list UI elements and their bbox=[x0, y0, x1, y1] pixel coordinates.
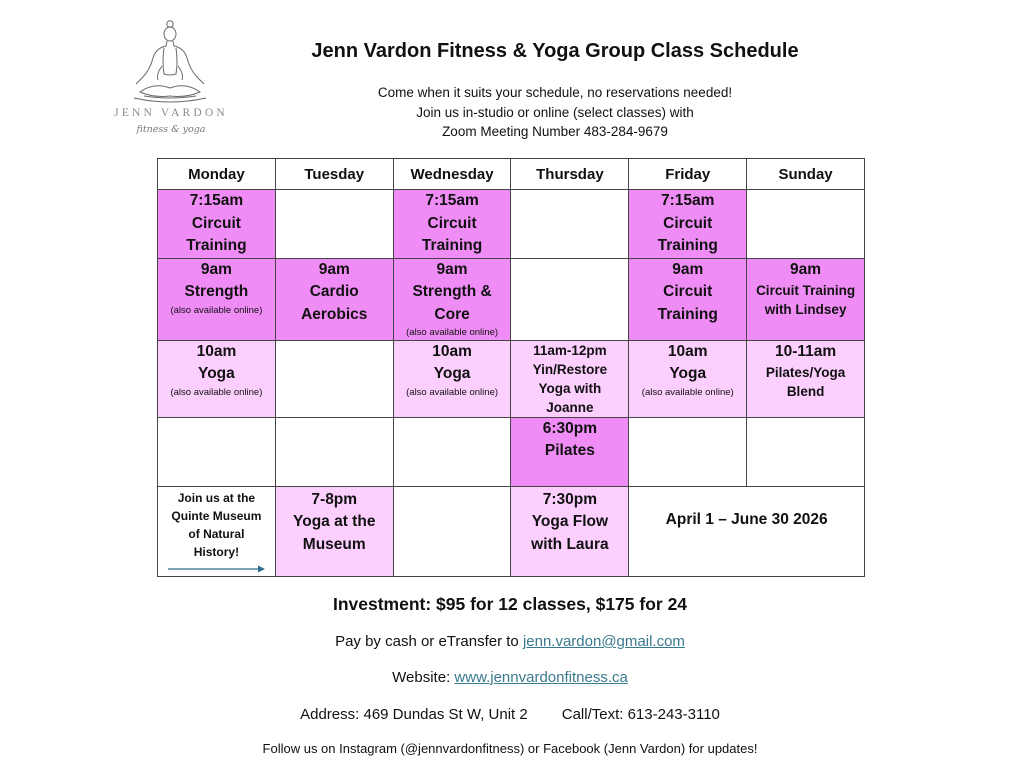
class-schedule-table bbox=[157, 158, 865, 577]
table-row bbox=[158, 486, 865, 576]
intro-line-2: Join us in-studio or online (select classes) with bbox=[416, 105, 694, 120]
empty-cell bbox=[747, 190, 865, 259]
class-cell-wed-9: 9am Strength & Core (also available online) bbox=[393, 258, 511, 340]
social-text: Follow us on Instagram (@jennvardonfitness) or Facebook (Jenn Vardon) for updates! bbox=[262, 741, 758, 756]
empty-cell bbox=[511, 258, 629, 340]
arrow-right-icon bbox=[166, 565, 266, 573]
schedule-date-range: April 1 – June 30 2026 bbox=[629, 486, 865, 576]
day-header-monday: Monday bbox=[158, 159, 276, 190]
empty-cell bbox=[275, 190, 393, 259]
class-cell-thu-730: 7:30pm Yoga Flow with Laura bbox=[511, 486, 629, 576]
museum-promo-cell: Join us at the Quinte Museum of Natural History! bbox=[158, 486, 276, 576]
empty-cell bbox=[158, 417, 276, 486]
class-cell-fri-9: 9am Circuit Training bbox=[629, 258, 747, 340]
empty-cell bbox=[393, 486, 511, 576]
brand-logo bbox=[98, 18, 244, 146]
table-row bbox=[158, 190, 865, 259]
class-cell-tue-7pm: 7-8pm Yoga at the Museum bbox=[275, 486, 393, 576]
table-row bbox=[158, 417, 865, 486]
table-row bbox=[158, 258, 865, 340]
class-cell-fri-10: 10am Yoga (also available online) bbox=[629, 340, 747, 417]
day-header-tuesday: Tuesday bbox=[275, 159, 393, 190]
class-cell-mon-9: 9am Strength (also available online) bbox=[158, 258, 276, 340]
payment-line bbox=[160, 633, 860, 650]
class-cell-tue-9: 9am Cardio Aerobics bbox=[275, 258, 393, 340]
website-label: Website: bbox=[392, 669, 455, 686]
intro-line-1: Come when it suits your schedule, no reservations needed! bbox=[377, 85, 733, 100]
intro-line-3: Zoom Meeting Number 483-284-9679 bbox=[442, 124, 668, 139]
address-text: Address: 469 Dundas St W, Unit 2 bbox=[300, 706, 528, 723]
phone-text: Call/Text: 613-243-3110 bbox=[561, 706, 720, 723]
website-link[interactable]: www.jennvardonfitness.ca bbox=[454, 669, 628, 686]
table-header-row bbox=[158, 159, 865, 190]
class-cell-mon-10: 10am Yoga (also available online) bbox=[158, 340, 276, 417]
page-title: Jenn Vardon Fitness & Yoga Group Class Schedule bbox=[311, 40, 799, 62]
empty-cell bbox=[275, 340, 393, 417]
empty-cell bbox=[275, 417, 393, 486]
table-row bbox=[158, 340, 865, 417]
class-cell-fri-715: 7:15am Circuit Training bbox=[629, 190, 747, 259]
day-header-wednesday: Wednesday bbox=[393, 159, 511, 190]
day-header-friday: Friday bbox=[629, 159, 747, 190]
class-cell-sun-10: 10-11am Pilates/Yoga Blend bbox=[747, 340, 865, 417]
meditation-figure-icon bbox=[120, 18, 220, 108]
class-cell-thu-11: 11am-12pm Yin/Restore Yoga with Joanne bbox=[511, 340, 629, 417]
day-header-sunday: Sunday bbox=[747, 159, 865, 190]
day-header-thursday: Thursday bbox=[511, 159, 629, 190]
class-cell-sun-9: 9am Circuit Training with Lindsey bbox=[747, 258, 865, 340]
empty-cell bbox=[511, 190, 629, 259]
class-cell-thu-630: 6:30pm Pilates bbox=[511, 417, 629, 486]
contact-line bbox=[160, 706, 860, 723]
logo-name: JENN VARDON bbox=[114, 107, 228, 119]
pricing-text: Investment: $95 for 12 classes, $175 for 24 bbox=[332, 594, 688, 614]
empty-cell bbox=[629, 417, 747, 486]
class-cell-wed-715: 7:15am Circuit Training bbox=[393, 190, 511, 259]
empty-cell bbox=[393, 417, 511, 486]
class-cell-mon-715: 7:15am Circuit Training bbox=[158, 190, 276, 259]
payment-label: Pay by cash or eTransfer to bbox=[335, 633, 523, 650]
website-line bbox=[160, 669, 860, 686]
empty-cell bbox=[747, 417, 865, 486]
email-link[interactable]: jenn.vardon@gmail.com bbox=[522, 633, 685, 650]
logo-tagline: fitness & yoga bbox=[136, 124, 206, 135]
class-cell-wed-10: 10am Yoga (also available online) bbox=[393, 340, 511, 417]
